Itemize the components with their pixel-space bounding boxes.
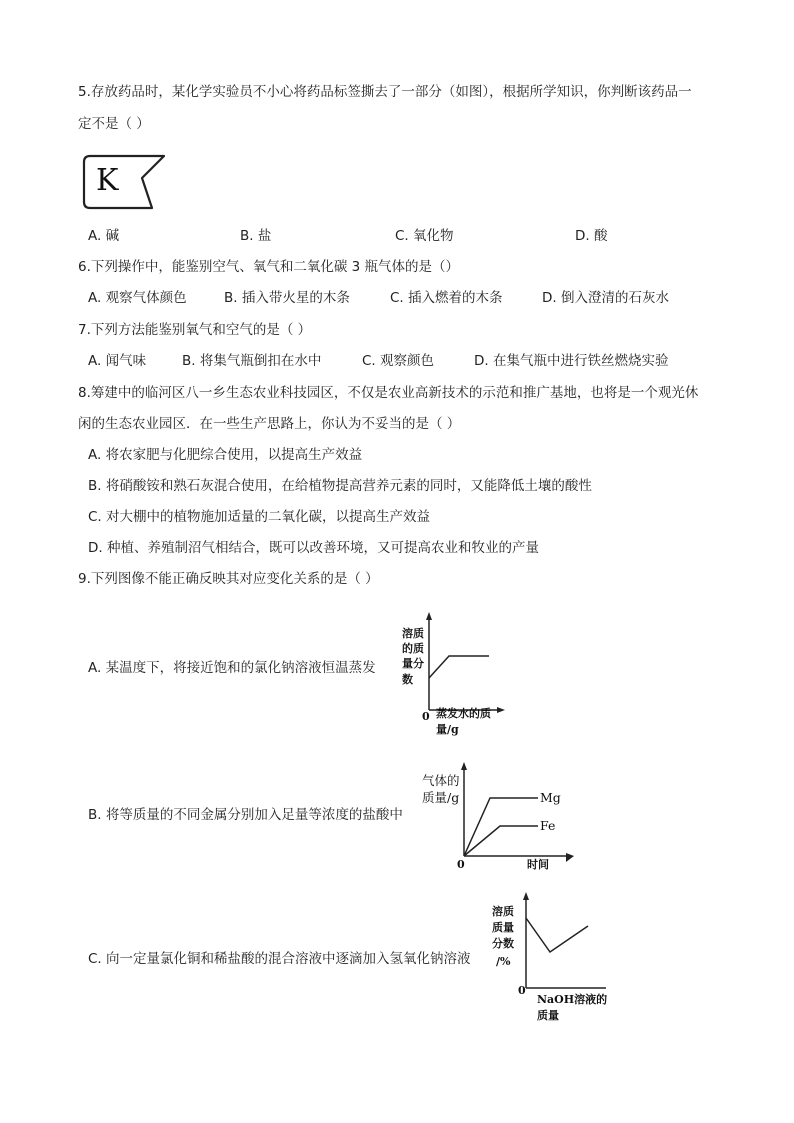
torn-label-outline: [80, 150, 170, 214]
q5-option-d: D. 酸: [575, 228, 608, 244]
q7-option-c: C. 观察颜色: [362, 353, 435, 369]
q7-option-a: A. 闻气味: [88, 353, 147, 369]
q7-stem: 7.下列方法能鉴别氧气和空气的是（ ）: [78, 322, 312, 338]
graph-a-curve: [429, 656, 489, 678]
q6-option-b: B. 插入带火星的木条: [224, 290, 350, 306]
q6-option-a: A. 观察气体颜色: [88, 290, 187, 306]
q9-option-a: A. 某温度下，将接近饱和的氯化钠溶液恒温蒸发: [88, 660, 376, 676]
graph-a-xlabel-1: 蒸发水的质: [436, 707, 491, 720]
graph-b-series-mg: Mg: [540, 790, 561, 805]
graph-c-xlabel-1: NaOH溶液的: [537, 993, 608, 1006]
graph-a-ylabel-3: 量分: [402, 657, 424, 670]
q8-option-d: D. 种植、养殖制沼气相结合，既可以改善环境，又可提高农业和牧业的产量: [88, 540, 539, 556]
q8-option-c: C. 对大棚中的植物施加适量的二氧化碳，以提高生产效益: [88, 509, 431, 525]
q5-option-c: C. 氧化物: [395, 228, 454, 244]
q8-stem-line2: 闲的生态农业园区．在一些生产思路上，你认为不妥当的是（ ）: [78, 416, 461, 432]
q9-stem: 9.下列图像不能正确反映其对应变化关系的是（ ）: [78, 571, 379, 587]
graph-c-ylabel-3: 分数: [492, 937, 514, 950]
graph-c-origin: 0: [518, 984, 526, 997]
q9-option-b: B. 将等质量的不同金属分别加入足量等浓度的盐酸中: [88, 807, 403, 823]
graph-b-xlabel: 时间: [527, 858, 549, 871]
q9-option-c: C. 向一定量氯化铜和稀盐酸的混合溶液中逐滴加入氢氧化钠溶液: [88, 951, 471, 967]
q7-option-b: B. 将集气瓶倒扣在水中: [182, 353, 322, 369]
graph-b-ylabel-1: 气体的: [422, 773, 460, 788]
graph-a-ylabel-1: 溶质: [402, 627, 424, 640]
graph-a-origin: 0: [422, 710, 430, 723]
graph-b-origin: 0: [457, 858, 465, 871]
q5-option-a: A. 碱: [88, 228, 120, 244]
graph-b-axes: [440, 760, 600, 870]
q6-option-c: C. 插入燃着的木条: [390, 290, 503, 306]
label-letter-k: K: [96, 163, 119, 198]
graph-c-curve: [526, 918, 588, 952]
q5-option-b: B. 盐: [240, 228, 272, 244]
q5-stem-line1: 5.存放药品时，某化学实验员不小心将药品标签撕去了一部分（如图），根据所学知识，你判断该药品一: [78, 84, 692, 100]
q6-option-d: D. 倒入澄清的石灰水: [542, 290, 669, 306]
graph-c-ylabel-2: 质量: [492, 921, 514, 934]
graph-a-xlabel-2: 量/g: [436, 723, 459, 736]
graph-c-ylabel-1: 溶质: [492, 905, 514, 918]
graph-a-ylabel-4: 数: [402, 673, 413, 686]
q7-option-d: D. 在集气瓶中进行铁丝燃烧实验: [474, 353, 669, 369]
graph-c-xlabel-2: 质量: [537, 1009, 559, 1022]
q8-stem-line1: 8.筹建中的临河区八一乡生态农业科技园区，不仅是农业高新技术的示范和推广基地，也将是一个观光休: [78, 385, 699, 401]
graph-b-ylabel-2: 质量/g: [422, 790, 460, 805]
graph-b-series-fe: Fe: [540, 818, 556, 833]
q8-option-b: B. 将硝酸铵和熟石灰混合使用，在给植物提高营养元素的同时，又能降低土壤的酸性: [88, 478, 592, 494]
graph-c-ylabel-4: /%: [496, 955, 511, 968]
q5-stem-line2: 定不是（ ）: [78, 116, 150, 132]
graph-a-ylabel-2: 的质: [402, 642, 424, 655]
q8-option-a: A. 将农家肥与化肥综合使用，以提高生产效益: [88, 447, 363, 463]
q6-stem: 6.下列操作中，能鉴别空气、氧气和二氧化碳 3 瓶气体的是（）: [78, 259, 460, 275]
